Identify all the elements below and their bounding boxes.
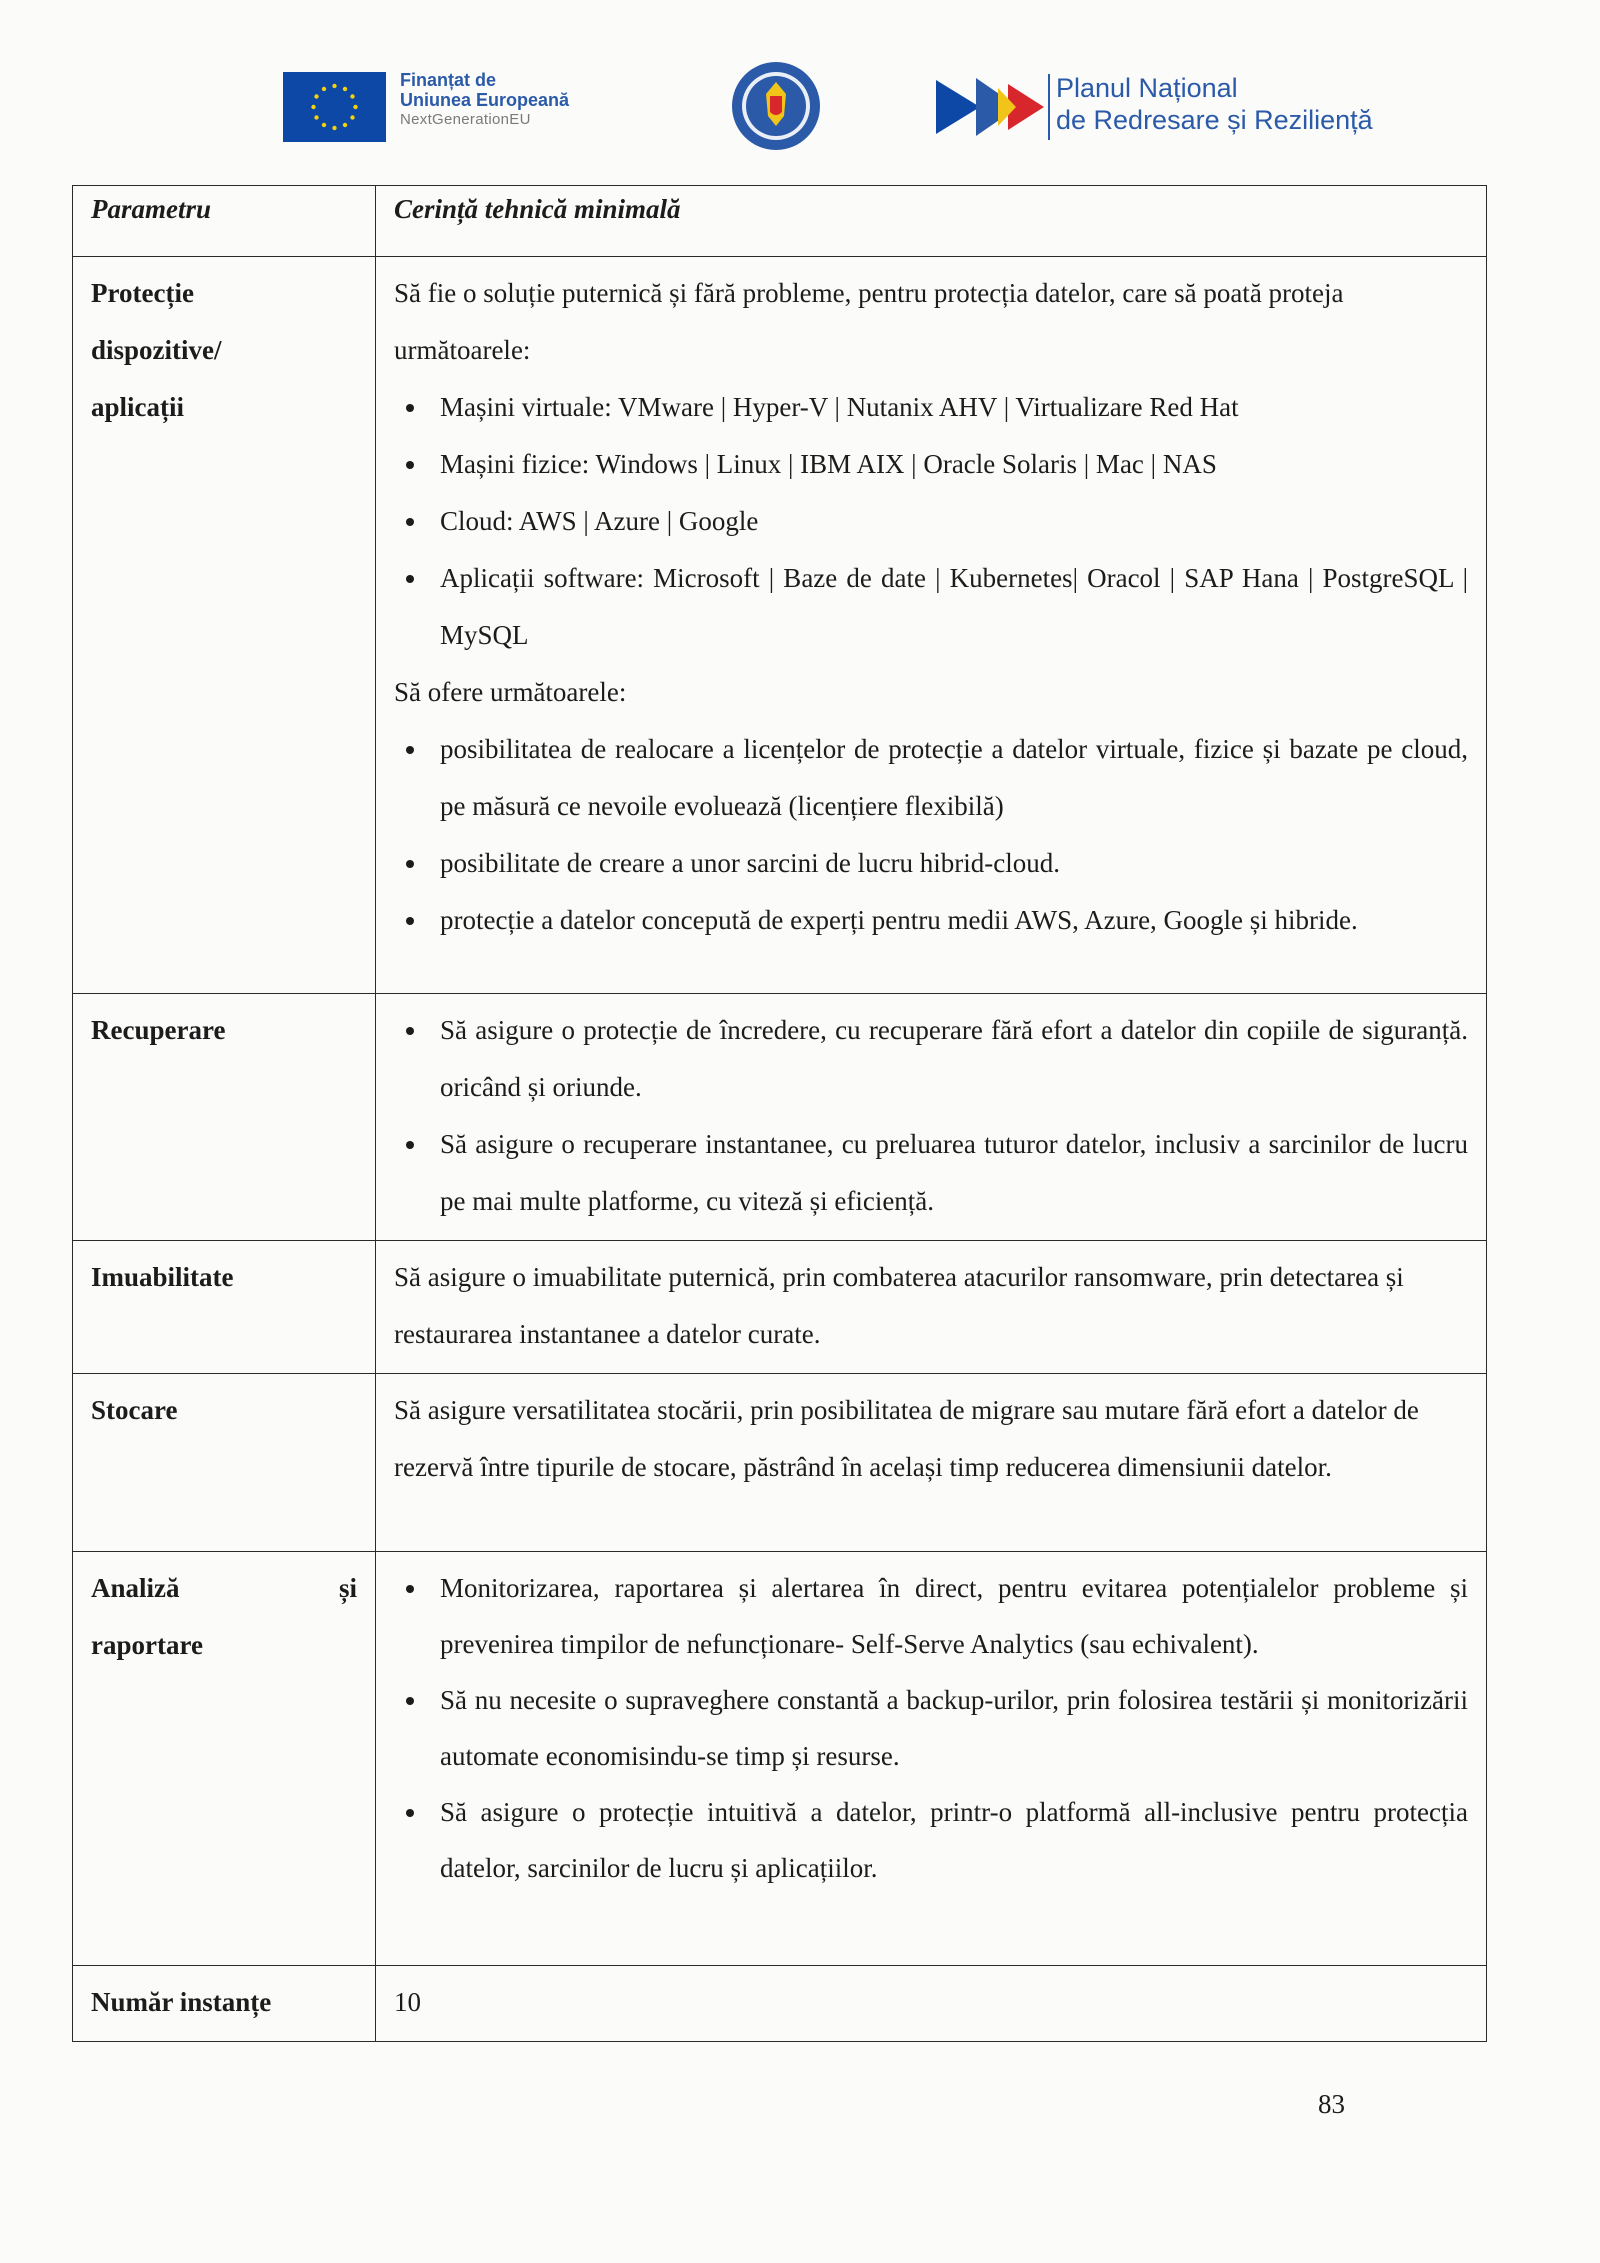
list-item: Să asigure o recuperare instantanee, cu preluarea tuturor datelor, inclusiv a sarcinilor de lucru pe mai multe platforme, cu viteză și eficiență.: [394, 1116, 1468, 1230]
pnrr-line-2: de Redresare și Reziliență: [1056, 105, 1373, 135]
requirement-cell: [376, 994, 1487, 1241]
requirement-list: [394, 1002, 1468, 1230]
list-item: Cloud: AWS | Azure | Google: [394, 493, 1468, 550]
table-header-row: [73, 186, 1487, 257]
column-header-parameter: Parametru: [73, 186, 376, 257]
eu-line-2: Uniunea Europeană: [400, 90, 570, 110]
requirement-cell: [376, 1966, 1487, 2042]
pnrr-line-1: Planul Național: [1056, 73, 1238, 103]
parameter-name: Imuabilitate: [91, 1262, 234, 1292]
requirement-cell: [376, 257, 1487, 994]
parameter-word: și: [338, 1573, 357, 1603]
requirement-list: [394, 721, 1468, 949]
list-item: posibilitate de creare a unor sarcini de lucru hibrid-cloud.: [394, 835, 1468, 892]
requirement-text: Să asigure o imuabilitate puternică, prin combaterea atacurilor ransomware, prin detectarea și restaurarea instantanee a datelor curate.: [394, 1262, 1404, 1349]
table-row: [73, 1374, 1487, 1552]
pnrr-label: [1056, 72, 1373, 136]
parameter-cell: [73, 994, 376, 1241]
parameter-name-line: dispozitive/: [91, 335, 222, 365]
technical-requirements-table: [72, 185, 1487, 2042]
romanian-government-seal-icon: [730, 60, 822, 152]
parameter-cell: [73, 1552, 376, 1966]
eu-flag-icon: [283, 72, 386, 142]
parameter-name-line: aplicații: [91, 392, 184, 422]
parameter-cell: [73, 1966, 376, 2042]
parameter-name: Număr instanțe: [91, 1987, 272, 2017]
requirement-intro: Să fie o soluție puternică și fără probleme, pentru protecția datelor, care să poată proteja următoarele:: [394, 278, 1344, 365]
list-item: Să nu necesite o supraveghere constantă a backup-urilor, prin folosirea testării și monitorizării automate economisindu-se timp și resurse.: [394, 1672, 1468, 1784]
requirement-cell: [376, 1552, 1487, 1966]
list-item: posibilitatea de realocare a licențelor de protecție a datelor virtuale, fizice și bazate pe cloud, pe măsură ce nevoile evoluează (licențiere flexibilă): [394, 721, 1468, 835]
list-item: Să asigure o protecție de încredere, cu recuperare fără efort a datelor din copiile de siguranță. oricând și oriunde.: [394, 1002, 1468, 1116]
list-item: Să asigure o protecție intuitivă a datelor, printr-o platformă all-inclusive pentru protecția datelor, sarcinilor de lucru și aplicațiilor.: [394, 1784, 1468, 1896]
table-row: [73, 994, 1487, 1241]
parameter-cell: [73, 1374, 376, 1552]
header-logos: [0, 58, 1600, 168]
table-row: [73, 257, 1487, 994]
parameter-word: Analiză: [91, 1573, 180, 1603]
eu-line-1: Finanțat de: [400, 70, 497, 90]
table-row: [73, 1966, 1487, 2042]
list-item: protecție a datelor concepută de experți pentru medii AWS, Azure, Google și hibride.: [394, 892, 1468, 949]
requirement-text: 10: [394, 1987, 421, 2017]
parameter-name-line: raportare: [91, 1630, 203, 1660]
requirement-list: [394, 379, 1468, 664]
pnrr-divider: [1048, 74, 1050, 140]
list-item: Mașini fizice: Windows | Linux | IBM AIX | Oracle Solaris | Mac | NAS: [394, 436, 1468, 493]
page-number: 83: [1318, 2089, 1345, 2119]
column-header-requirement: Cerință tehnică minimală: [376, 186, 1487, 257]
requirement-intro: Să ofere următoarele:: [394, 677, 627, 707]
eu-funding-label: [400, 70, 569, 130]
table-row: [73, 1241, 1487, 1374]
pnrr-arrow-icon: [936, 74, 1044, 140]
list-item: Monitorizarea, raportarea și alertarea în direct, pentru evitarea potențialelor probleme și prevenirea timpilor de nefuncționare- Self-Serve Analytics (sau echivalent).: [394, 1560, 1468, 1672]
parameter-cell: [73, 1241, 376, 1374]
parameter-cell: [73, 257, 376, 994]
table-row: [73, 1552, 1487, 1966]
parameter-name-line: Protecție: [91, 278, 194, 308]
requirement-list: [394, 1560, 1468, 1896]
parameter-name-line: [91, 1560, 357, 1617]
requirement-cell: [376, 1241, 1487, 1374]
requirement-cell: [376, 1374, 1487, 1552]
requirement-text: Să asigure versatilitatea stocării, prin posibilitatea de migrare sau mutare fără efort a datelor de rezervă între tipurile de stocare, păstrând în același timp reducerea dimensiunii datelor.: [394, 1395, 1419, 1482]
parameter-name: Recuperare: [91, 1015, 226, 1045]
list-item: Aplicații software: Microsoft | Baze de date | Kubernetes| Oracol | SAP Hana | PostgreSQL | MySQL: [394, 550, 1468, 664]
eu-line-3: NextGenerationEU: [400, 111, 531, 128]
list-item: Mașini virtuale: VMware | Hyper-V | Nutanix AHV | Virtualizare Red Hat: [394, 379, 1468, 436]
parameter-name: Stocare: [91, 1395, 178, 1425]
